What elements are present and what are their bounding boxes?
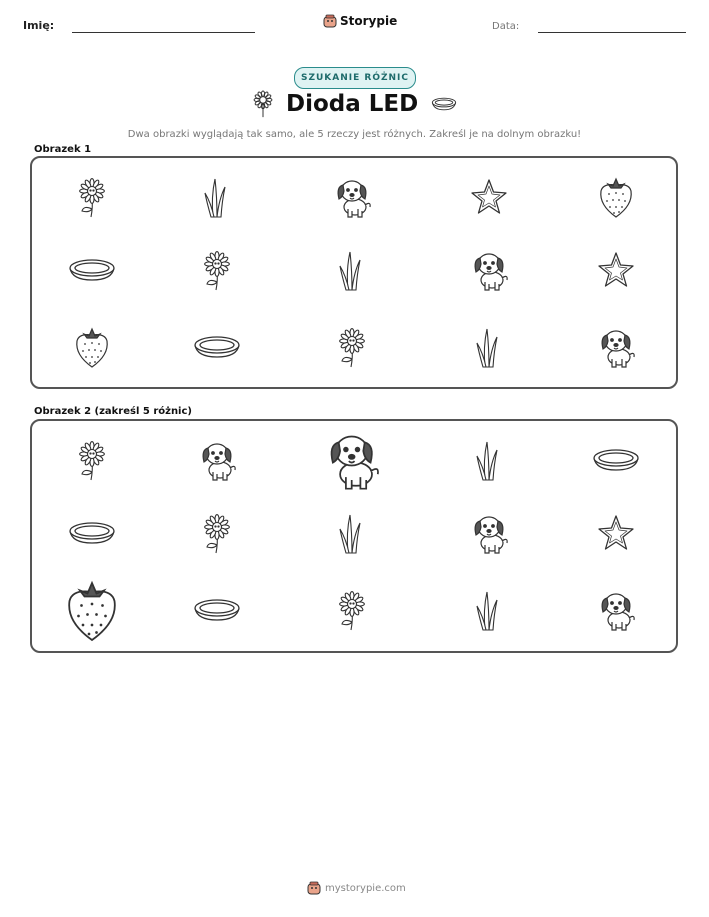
picture-cell[interactable]	[187, 430, 247, 490]
picture-cell[interactable]	[586, 430, 646, 490]
bowl-icon	[66, 244, 118, 296]
name-field-line[interactable]	[72, 32, 255, 33]
picture-cell[interactable]	[459, 503, 519, 563]
picture-cell	[62, 317, 122, 377]
bowl-icon	[428, 94, 460, 114]
storypie-logo-icon	[307, 881, 321, 895]
puppy-icon	[590, 321, 642, 373]
picture-cell[interactable]	[459, 430, 519, 490]
brand-name: Storypie	[340, 14, 398, 28]
picture-cell	[586, 167, 646, 227]
picture-cell[interactable]	[586, 580, 646, 640]
picture-cell[interactable]	[187, 580, 247, 640]
footer-url: mystorypie.com	[325, 882, 406, 894]
picture-cell	[586, 240, 646, 300]
page-title: Dioda LED	[286, 91, 419, 117]
flower-icon	[191, 244, 243, 296]
puppy-icon	[326, 171, 378, 223]
footer	[307, 881, 406, 895]
strawberry-icon	[590, 171, 642, 223]
picture-cell	[62, 240, 122, 300]
flower-icon	[326, 584, 378, 636]
picture-cell	[322, 240, 382, 300]
name-label: Imię:	[23, 19, 55, 32]
strawberry-icon	[53, 571, 131, 649]
picture-cell	[187, 317, 247, 377]
puppy-icon	[314, 422, 389, 497]
strawberry-icon	[66, 321, 118, 373]
star-icon	[590, 244, 642, 296]
picture-cell[interactable]	[62, 503, 122, 563]
puppy-icon	[191, 434, 243, 486]
flower-icon	[66, 434, 118, 486]
picture-cell[interactable]	[586, 503, 646, 563]
grass-icon	[326, 507, 378, 559]
picture-1-label: Obrazek 1	[34, 144, 92, 155]
flower-icon	[250, 90, 276, 118]
bowl-icon	[66, 507, 118, 559]
instructions-text: Dwa obrazki wyglądają tak samo, ale 5 rzeczy jest różnych. Zakreśl je na dolnym obrazku!	[127, 129, 582, 140]
picture-cell[interactable]	[62, 430, 122, 490]
brand-logo	[323, 14, 397, 28]
star-icon	[590, 507, 642, 559]
picture-cell	[459, 240, 519, 300]
bowl-icon	[191, 584, 243, 636]
grass-icon	[191, 171, 243, 223]
date-field-line[interactable]	[538, 32, 686, 33]
bowl-icon	[590, 434, 642, 486]
puppy-icon	[463, 507, 515, 559]
flower-icon	[326, 321, 378, 373]
date-label: Data:	[492, 21, 520, 32]
picture-cell[interactable]	[322, 430, 382, 490]
grass-icon	[463, 584, 515, 636]
bowl-icon	[191, 321, 243, 373]
picture-2-panel[interactable]	[30, 419, 678, 653]
picture-cell[interactable]	[459, 580, 519, 640]
grass-icon	[463, 321, 515, 373]
grass-icon	[326, 244, 378, 296]
picture-cell	[586, 317, 646, 377]
grass-icon	[463, 434, 515, 486]
picture-cell	[62, 167, 122, 227]
picture-cell	[322, 317, 382, 377]
puppy-icon	[463, 244, 515, 296]
picture-cell	[187, 167, 247, 227]
title-row	[250, 90, 460, 118]
picture-cell[interactable]	[187, 503, 247, 563]
flower-icon	[191, 507, 243, 559]
picture-2-label: Obrazek 2 (zakreśl 5 różnic)	[34, 406, 192, 417]
picture-cell[interactable]	[62, 580, 122, 640]
picture-cell	[322, 167, 382, 227]
storypie-logo-icon	[323, 14, 337, 28]
picture-1-panel	[30, 156, 678, 389]
picture-cell[interactable]	[322, 503, 382, 563]
picture-cell	[187, 240, 247, 300]
picture-cell	[459, 167, 519, 227]
puppy-icon	[590, 584, 642, 636]
flower-icon	[66, 171, 118, 223]
star-icon	[463, 171, 515, 223]
worksheet-type-badge: SZUKANIE RÓŻNIC	[294, 67, 416, 89]
picture-cell[interactable]	[322, 580, 382, 640]
picture-cell	[459, 317, 519, 377]
